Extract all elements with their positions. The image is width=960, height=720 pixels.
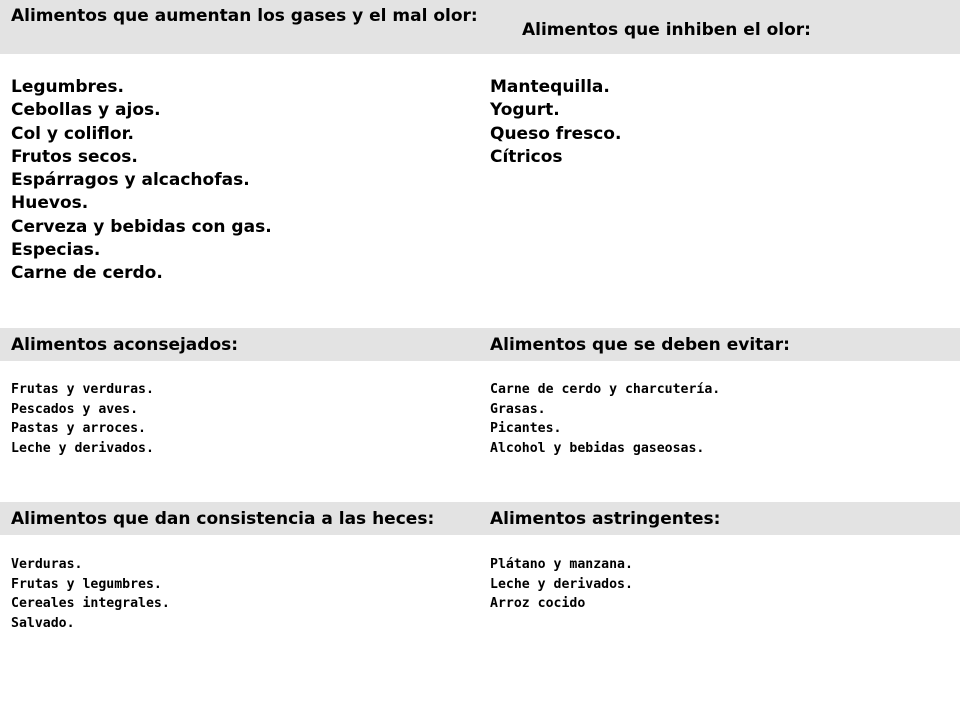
recommended-foods-heading: Alimentos aconsejados: (11, 335, 239, 355)
recommended-foods-list (11, 380, 154, 458)
odor-inhibiting-foods-heading: Alimentos que inhiben el olor: (522, 20, 811, 40)
list-item: Col y coliflor. (11, 123, 135, 144)
stool-consistency-foods-list (11, 555, 170, 633)
list-item: Pescados y aves. (11, 401, 139, 417)
list-item: Yogurt. (490, 100, 560, 121)
list-item: Frutas y legumbres. (11, 576, 162, 592)
list-item: Mantequilla. (490, 77, 610, 97)
list-item: Leche y derivados. (490, 576, 633, 592)
odor-inhibiting-foods-list (490, 76, 621, 169)
list-item: Alcohol y bebidas gaseosas. (490, 440, 705, 456)
list-item: Cebollas y ajos. (11, 100, 161, 121)
gas-odor-increasing-foods-list (11, 76, 272, 285)
list-item: Queso fresco. (490, 123, 622, 144)
list-item: Legumbres. (11, 77, 125, 97)
list-item: Verduras. (11, 557, 83, 572)
foods-to-avoid-list (490, 380, 720, 458)
astringent-foods-list (490, 555, 633, 614)
list-item: Frutos secos. (11, 146, 138, 167)
list-item: Salvado. (11, 615, 75, 631)
list-item: Carne de cerdo. (11, 263, 163, 283)
list-item: Grasas. (490, 401, 546, 417)
list-item: Cereales integrales. (11, 596, 170, 612)
list-item: Leche y derivados. (11, 440, 154, 456)
list-item: Pastas y arroces. (11, 421, 146, 437)
list-item: Especias. (11, 239, 101, 260)
astringent-foods-heading: Alimentos astringentes: (490, 509, 721, 529)
stool-consistency-foods-heading: Alimentos que dan consistencia a las heces: (11, 509, 435, 529)
foods-to-avoid-heading: Alimentos que se deben evitar: (490, 335, 790, 355)
gas-odor-increasing-foods-heading: Alimentos que aumentan los gases y el mal olor: (11, 6, 478, 26)
list-item: Espárragos y alcachofas. (11, 170, 250, 190)
list-item: Arroz cocido (490, 596, 586, 612)
list-item: Frutas y verduras. (11, 382, 154, 397)
list-item: Plátano y manzana. (490, 557, 633, 572)
list-item: Carne de cerdo y charcutería. (490, 382, 721, 397)
list-item: Picantes. (490, 421, 562, 437)
list-item: Cerveza y bebidas con gas. (11, 216, 272, 237)
list-item: Cítricos (490, 146, 563, 167)
list-item: Huevos. (11, 193, 89, 214)
